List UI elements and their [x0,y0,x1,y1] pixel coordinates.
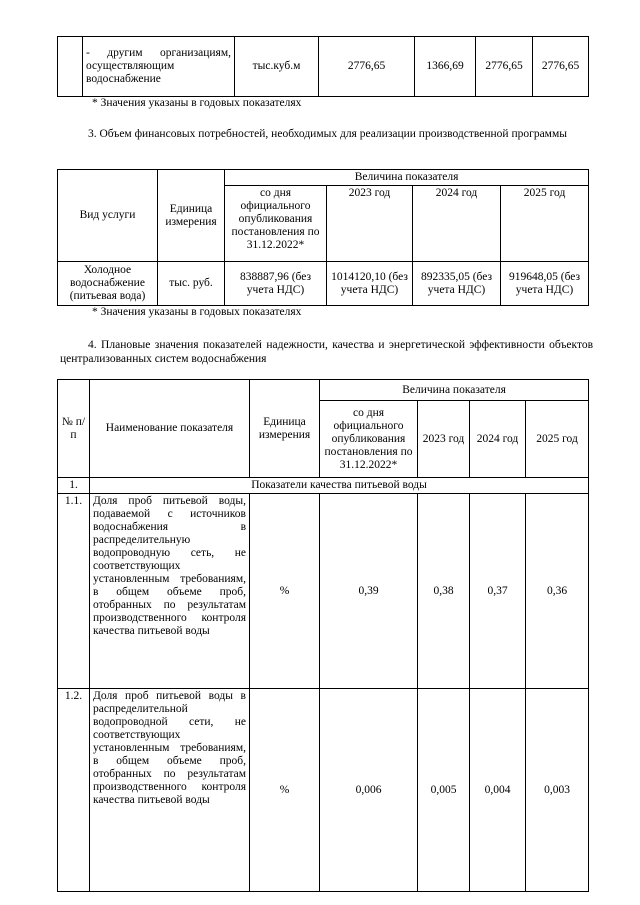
header-year-2023: 2023 год [418,401,470,478]
section-3-title: 3. Объем финансовых потребностей, необходимых для реализации производственной программы [88,128,567,140]
footnote: * Значения указаны в годовых показателях [92,306,302,318]
header-year-2024: 2024 год [470,401,526,478]
header-name: Наименование показателя [90,380,250,478]
table-cell-value: 2776,65 [319,37,415,97]
header-unit: Единица измерения [250,380,320,478]
header-service: Вид услуги [58,170,158,262]
row-value: 0,37 [470,494,526,689]
header-number: № п/п [58,380,90,478]
header-period: со дня официального опубликования постановления по 31.12.2022* [320,401,418,478]
section-4-title: 4. Плановые значения показателей надежности, качества и энергетической эффективности объектов централизованных систем водоснабжения [60,339,593,365]
table-cell-value: 892335,05 (без учета НДС) [413,262,501,306]
row-value: 0,005 [418,689,470,892]
header-unit: Единица измерения [158,170,225,262]
table-row [58,689,589,892]
financial-needs-table [57,169,589,306]
group-title: Показатели качества питьевой воды [90,478,589,494]
row-value: 0,38 [418,494,470,689]
header-year-2025: 2025 год [501,186,589,262]
table-cell-service: Холодное водоснабжение (питьевая вода) [58,262,158,306]
row-value: 0,39 [320,494,418,689]
row-value: 0,006 [320,689,418,892]
group-number: 1. [58,478,90,494]
table-cell-value: 1366,69 [415,37,476,97]
row-number: 1.1. [58,494,90,689]
table-cell-value: 838887,96 (без учета НДС) [225,262,327,306]
table-cell-unit: тыс.куб.м [235,37,319,97]
water-volume-table [57,36,589,97]
quality-indicators-table [57,379,589,892]
table-row [58,494,589,689]
row-value: 0,003 [526,689,589,892]
row-name: Доля проб питьевой воды в распределительной водопроводной сети, не соответствующих установленным требованиям, в общем объеме проб, отобранных по результатам производственного контроля качества питьевой воды [90,689,250,892]
row-value: 0,004 [470,689,526,892]
header-year-2024: 2024 год [413,186,501,262]
header-value: Величина показателя [320,380,589,401]
row-unit: % [250,689,320,892]
footnote: * Значения указаны в годовых показателях [92,97,302,109]
table-cell-name: - другим организациям, осуществляющим водоснабжение [83,37,235,97]
row-name: Доля проб питьевой воды, подаваемой с источников водоснабжения в распределительную водопроводную сеть, не соответствующих установленным требованиям, в общем объеме проб, отобранных по результатам производственного контроля качества питьевой воды [90,494,250,689]
table-cell-value: 2776,65 [476,37,533,97]
header-year-2025: 2025 год [526,401,589,478]
table-cell-value: 919648,05 (без учета НДС) [501,262,589,306]
table-cell-value: 2776,65 [533,37,589,97]
header-year-2023: 2023 год [327,186,413,262]
table-cell-unit: тыс. руб. [158,262,225,306]
header-value: Величина показателя [225,170,589,186]
row-unit: % [250,494,320,689]
table-cell-value: 1014120,10 (без учета НДС) [327,262,413,306]
row-number: 1.2. [58,689,90,892]
row-value: 0,36 [526,494,589,689]
table-cell-empty [58,37,83,97]
header-period: со дня официального опубликования постановления по 31.12.2022* [225,186,327,262]
